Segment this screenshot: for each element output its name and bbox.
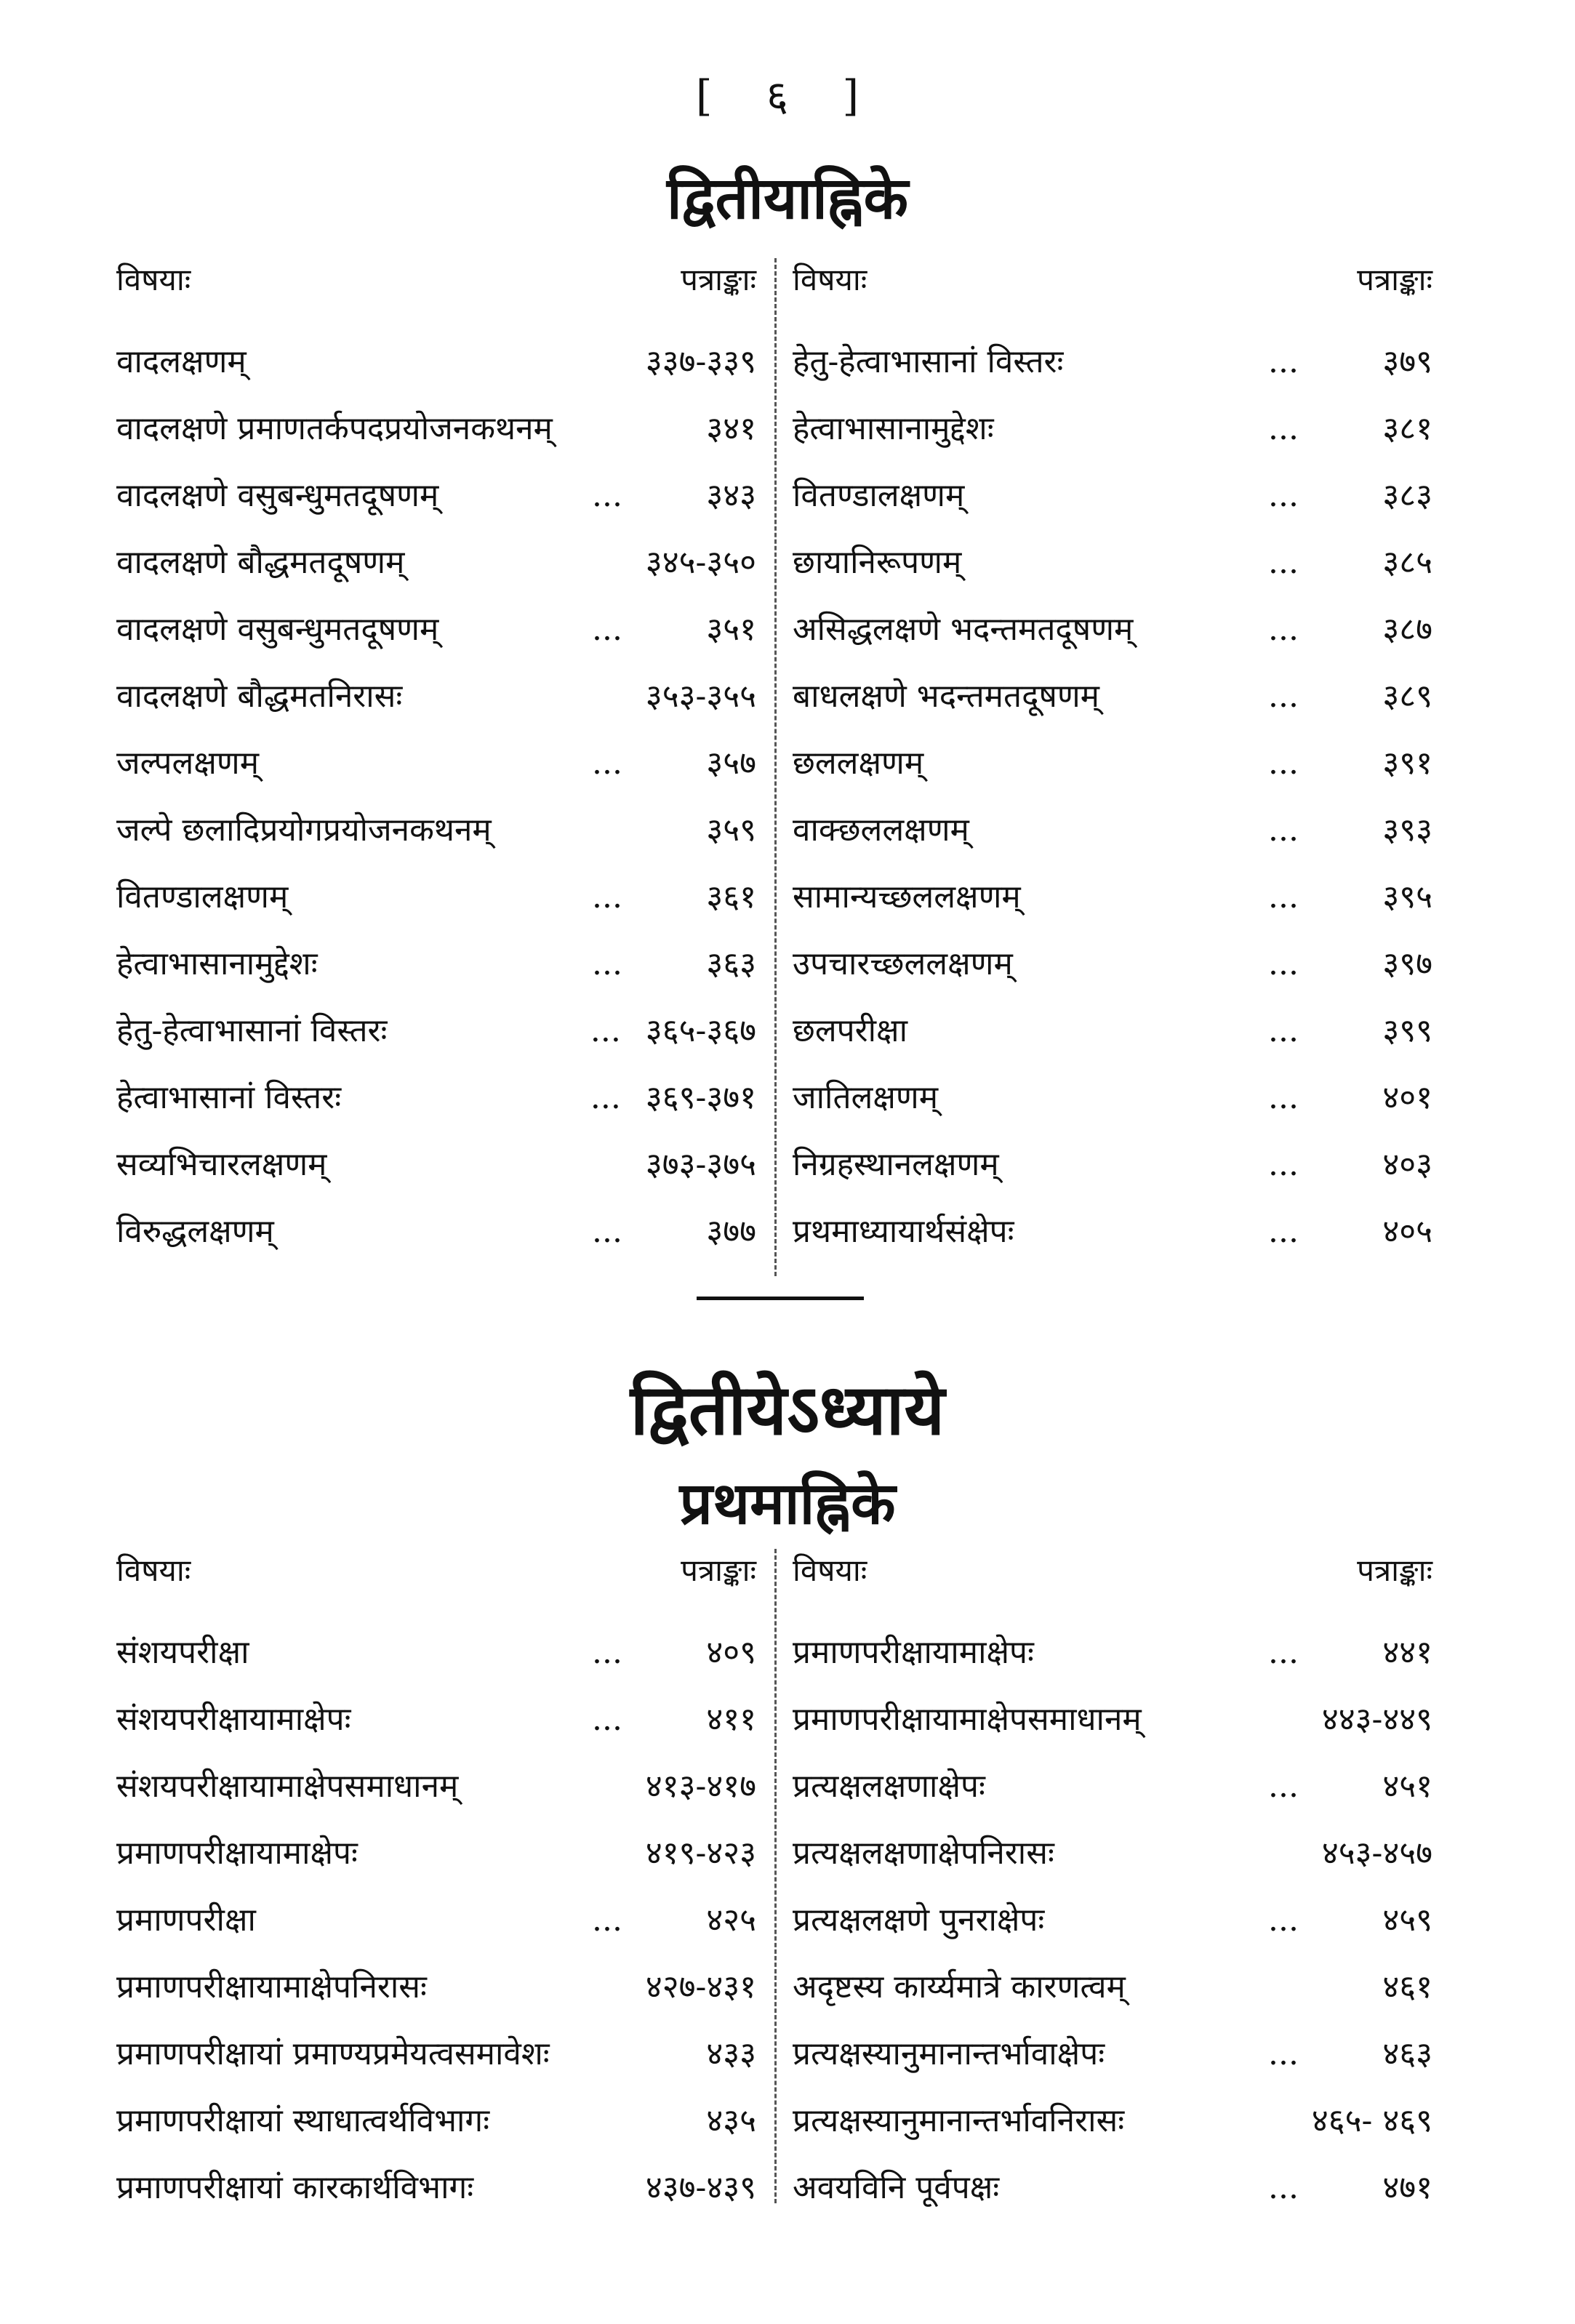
contents-row xyxy=(793,1963,1432,2030)
page-reference: ४१३-४१७ xyxy=(645,1768,756,1805)
topic-text: वादलक्षणे वसुबन्धुमतदूषणम् xyxy=(116,611,439,648)
contents-row xyxy=(793,606,1432,673)
leader-dots: ... xyxy=(1268,2169,1299,2206)
topic-text: प्रमाणपरीक्षा xyxy=(116,1902,256,1939)
page-reference: ३८३ xyxy=(1382,477,1432,514)
page-reference: ४६५- ४६९ xyxy=(1311,2102,1432,2139)
contents-row xyxy=(116,1141,756,1208)
topic-text: सव्यभिचारलक्षणम् xyxy=(116,1146,327,1183)
topic-text: छललक्षणम् xyxy=(793,745,924,782)
contents-row xyxy=(116,806,756,873)
page-reference: ३८१ xyxy=(1382,410,1432,447)
topic-text: हेत्वाभासानामुद्देशः xyxy=(116,945,318,982)
leader-dots: ... xyxy=(592,611,622,648)
page-reference: ४०५ xyxy=(1382,1213,1432,1250)
leader-dots: ... xyxy=(592,1634,622,1671)
contents-row xyxy=(793,873,1432,940)
page-reference: ३८९ xyxy=(1382,678,1432,715)
contents-row xyxy=(116,539,756,606)
contents-row xyxy=(793,1763,1432,1830)
page-reference: ३९७ xyxy=(1382,945,1432,982)
header-topic-label: विषयाः xyxy=(116,262,191,297)
contents-row xyxy=(116,2164,756,2231)
contents-row xyxy=(116,1074,756,1141)
topic-text: विरुद्धलक्षणम् xyxy=(116,1213,274,1250)
contents-row xyxy=(793,1074,1432,1141)
page-reference: ४०३ xyxy=(1382,1146,1432,1183)
contents-row xyxy=(793,1896,1432,1963)
leader-dots: ... xyxy=(592,1213,622,1250)
contents-row xyxy=(793,338,1432,405)
contents-row xyxy=(793,1629,1432,1696)
page-reference: ३३७-३३९ xyxy=(645,343,756,380)
contents-row xyxy=(793,1141,1432,1208)
page-reference: ३६३ xyxy=(706,945,756,982)
contents-row xyxy=(116,1896,756,1963)
page-reference: ४४३-४४९ xyxy=(1321,1701,1432,1738)
topic-text: हेतु-हेत्वाभासानां विस्तरः xyxy=(793,343,1064,380)
page-reference: ४७१ xyxy=(1382,2169,1432,2206)
contents-row xyxy=(116,1830,756,1896)
page-reference: ४०९ xyxy=(706,1634,756,1671)
topic-text: जल्पे छलादिप्रयोगप्रयोजनकथनम् xyxy=(116,812,492,849)
leader-dots: ... xyxy=(592,745,622,782)
page-reference: ३८५ xyxy=(1382,544,1432,581)
topic-text: प्रमाणपरीक्षायामाक्षेपः xyxy=(116,1835,358,1872)
topic-text: अवयविनि पूर्वपक्षः xyxy=(793,2169,1000,2206)
contents-row xyxy=(793,472,1432,539)
contents-row xyxy=(793,2164,1432,2231)
page-reference: ३५७ xyxy=(706,745,756,782)
header-page-label: पत्राङ्काः xyxy=(681,1552,756,1588)
header-topic-label: विषयाः xyxy=(793,1552,867,1588)
page-reference: ३५३-३५५ xyxy=(645,678,756,715)
topic-text: संशयपरीक्षायामाक्षेपसमाधानम् xyxy=(116,1768,459,1805)
topic-text: जातिलक्षणम् xyxy=(793,1079,939,1116)
leader-dots: ... xyxy=(1268,410,1299,447)
topic-text: संशयपरीक्षायामाक्षेपः xyxy=(116,1701,351,1738)
page-reference: ३९९ xyxy=(1382,1012,1432,1049)
leader-dots: ... xyxy=(592,878,622,915)
topic-text: प्रमाणपरीक्षायां प्रमाण्यप्रमेयत्वसमावेशः xyxy=(116,2035,550,2072)
column-divider xyxy=(774,1549,777,2203)
contents-row xyxy=(793,940,1432,1007)
page-reference: ३५९ xyxy=(706,812,756,849)
header-page-label: पत्राङ्काः xyxy=(1357,262,1432,297)
topic-text: हेत्वाभासानां विस्तरः xyxy=(116,1079,342,1116)
topic-text: हेत्वाभासानामुद्देशः xyxy=(793,410,994,447)
page-reference: ४६३ xyxy=(1382,2035,1432,2072)
page-reference: ३९५ xyxy=(1382,878,1432,915)
page-reference: ३७७ xyxy=(706,1213,756,1250)
leader-dots: ... xyxy=(1268,1146,1299,1183)
contents-row xyxy=(116,2097,756,2164)
contents-row xyxy=(793,1830,1432,1896)
column-header xyxy=(116,1549,756,1629)
page-reference: ४३३ xyxy=(706,2035,756,2072)
page-reference: ४१९-४२३ xyxy=(645,1835,756,1872)
topic-text: हेतु-हेत्वाभासानां विस्तरः xyxy=(116,1012,388,1049)
topic-text: प्रत्यक्षलक्षणे पुनराक्षेपः xyxy=(793,1902,1045,1939)
topic-text: प्रत्यक्षस्यानुमानान्तर्भावनिरासः xyxy=(793,2102,1125,2139)
topic-text: उपचारच्छललक्षणम् xyxy=(793,945,1013,982)
leader-dots: ... xyxy=(1268,1902,1299,1939)
section-heading-prathamahnike: प्रथमाह्निके xyxy=(679,1469,896,1537)
contents-row xyxy=(116,1963,756,2030)
page-reference: ३९३ xyxy=(1382,812,1432,849)
page-reference: ४३७-४३९ xyxy=(645,2169,756,2206)
topic-text: वाक्छललक्षणम् xyxy=(793,812,969,849)
contents-row xyxy=(116,338,756,405)
page-reference: ४६१ xyxy=(1382,1968,1432,2006)
page-reference: ३६९-३७१ xyxy=(645,1079,756,1116)
contents-row xyxy=(793,1007,1432,1074)
contents-row xyxy=(793,806,1432,873)
contents-row xyxy=(116,673,756,740)
contents-column-right xyxy=(793,1549,1432,2231)
section-separator-rule xyxy=(697,1297,864,1300)
leader-dots: ... xyxy=(1268,878,1299,915)
leader-dots: ... xyxy=(1268,477,1299,514)
section-heading-dvitiyahnike: द्वितीयाह्निके xyxy=(666,164,909,232)
contents-row xyxy=(793,1208,1432,1275)
topic-text: प्रमाणपरीक्षायां कारकार्थविभागः xyxy=(116,2169,474,2206)
page-reference: ३४१ xyxy=(706,410,756,447)
contents-row xyxy=(793,2097,1432,2164)
header-topic-label: विषयाः xyxy=(793,262,867,297)
page-reference: ३८७ xyxy=(1382,611,1432,648)
leader-dots: ... xyxy=(1268,678,1299,715)
topic-text: असिद्धलक्षणे भदन्तमतदूषणम् xyxy=(793,611,1134,648)
topic-text: प्रमाणपरीक्षायामाक्षेपः xyxy=(793,1634,1034,1671)
leader-dots: ... xyxy=(1268,1012,1299,1049)
topic-text: प्रमाणपरीक्षायामाक्षेपसमाधानम् xyxy=(793,1701,1142,1738)
leader-dots: ... xyxy=(1268,1634,1299,1671)
page-reference: ३९१ xyxy=(1382,745,1432,782)
leader-dots: ... xyxy=(1268,1079,1299,1116)
leader-dots: ... xyxy=(592,1701,622,1738)
page-reference: ३४५-३५० xyxy=(645,544,756,581)
contents-column-right xyxy=(793,258,1432,1275)
topic-text: सामान्यच्छललक्षणम् xyxy=(793,878,1021,915)
page-reference: ३५१ xyxy=(706,611,756,648)
leader-dots: ... xyxy=(1268,812,1299,849)
column-divider xyxy=(774,258,777,1276)
topic-text: जल्पलक्षणम् xyxy=(116,745,260,782)
contents-row xyxy=(116,606,756,673)
page-reference: ३४३ xyxy=(706,477,756,514)
contents-row xyxy=(116,2030,756,2097)
leader-dots: ... xyxy=(1268,945,1299,982)
leader-dots: ... xyxy=(590,1012,621,1049)
topic-text: प्रत्यक्षलक्षणाक्षेपनिरासः xyxy=(793,1835,1054,1872)
leader-dots: ... xyxy=(592,945,622,982)
leader-dots: ... xyxy=(1268,745,1299,782)
contents-row xyxy=(116,1208,756,1275)
leader-dots: ... xyxy=(590,1079,621,1116)
header-page-label: पत्राङ्काः xyxy=(1357,1552,1432,1588)
contents-row xyxy=(116,1007,756,1074)
topic-text: निग्रहस्थानलक्षणम् xyxy=(793,1146,999,1183)
topic-text: बाधलक्षणे भदन्तमतदूषणम् xyxy=(793,678,1099,715)
leader-dots: ... xyxy=(1268,544,1299,581)
contents-row xyxy=(116,1696,756,1763)
leader-dots: ... xyxy=(1268,1768,1299,1805)
topic-text: संशयपरीक्षा xyxy=(116,1634,249,1671)
topic-text: अदृष्टस्य कार्य्यमात्रे कारणत्वम् xyxy=(793,1968,1126,2006)
topic-text: वादलक्षणे प्रमाणतर्कपदप्रयोजनकथनम् xyxy=(116,410,553,447)
topic-text: छलपरीक्षा xyxy=(793,1012,908,1049)
topic-text: प्रत्यक्षलक्षणाक्षेपः xyxy=(793,1768,985,1805)
topic-text: वितण्डालक्षणम् xyxy=(793,477,965,514)
contents-row xyxy=(116,740,756,806)
column-header xyxy=(793,258,1432,338)
page-number: [ ६ ] xyxy=(695,71,880,121)
contents-column-left xyxy=(116,258,756,1275)
contents-row xyxy=(793,740,1432,806)
contents-row xyxy=(793,405,1432,472)
chapter-heading: द्वितीयेऽध्याये xyxy=(630,1369,945,1451)
contents-row xyxy=(116,873,756,940)
page-reference: ४३५ xyxy=(706,2102,756,2139)
contents-row xyxy=(793,539,1432,606)
topic-text: छायानिरूपणम् xyxy=(793,544,962,581)
page-reference: ४२७-४३१ xyxy=(645,1968,756,2006)
page-reference: ४५९ xyxy=(1382,1902,1432,1939)
topic-text: वितण्डालक्षणम् xyxy=(116,878,289,915)
page-reference: ३६१ xyxy=(706,878,756,915)
topic-text: वादलक्षणे बौद्धमतदूषणम् xyxy=(116,544,405,581)
page-reference: ४५३-४५७ xyxy=(1321,1835,1432,1872)
page-reference: ४५१ xyxy=(1382,1768,1432,1805)
topic-text: वादलक्षणे बौद्धमतनिरासः xyxy=(116,678,403,715)
page-reference: ४२५ xyxy=(706,1902,756,1939)
leader-dots: ... xyxy=(592,477,622,514)
leader-dots: ... xyxy=(592,1902,622,1939)
column-header xyxy=(793,1549,1432,1629)
topic-text: वादलक्षणम् xyxy=(116,343,247,380)
contents-row xyxy=(116,1763,756,1830)
contents-row xyxy=(116,472,756,539)
column-header xyxy=(116,258,756,338)
contents-column-left xyxy=(116,1549,756,2231)
header-topic-label: विषयाः xyxy=(116,1552,191,1588)
contents-row xyxy=(793,2030,1432,2097)
page-reference: ४११ xyxy=(706,1701,756,1738)
page-reference: ४०१ xyxy=(1382,1079,1432,1116)
contents-row xyxy=(793,1696,1432,1763)
leader-dots: ... xyxy=(1268,2035,1299,2072)
topic-text: प्रत्यक्षस्यानुमानान्तर्भावाक्षेपः xyxy=(793,2035,1105,2072)
leader-dots: ... xyxy=(1268,611,1299,648)
topic-text: प्रथमाध्यायार्थसंक्षेपः xyxy=(793,1213,1014,1250)
contents-row xyxy=(116,405,756,472)
contents-row xyxy=(793,673,1432,740)
page-reference: ४४१ xyxy=(1382,1634,1432,1671)
contents-row xyxy=(116,1629,756,1696)
page-reference: ३७३-३७५ xyxy=(645,1146,756,1183)
page-reference: ३६५-३६७ xyxy=(645,1012,756,1049)
page-reference: ३७९ xyxy=(1382,343,1432,380)
contents-row xyxy=(116,940,756,1007)
header-page-label: पत्राङ्काः xyxy=(681,262,756,297)
topic-text: प्रमाणपरीक्षायां स्थाधात्वर्थविभागः xyxy=(116,2102,490,2139)
topic-text: वादलक्षणे वसुबन्धुमतदूषणम् xyxy=(116,477,439,514)
leader-dots: ... xyxy=(1268,343,1299,380)
topic-text: प्रमाणपरीक्षायामाक्षेपनिरासः xyxy=(116,1968,427,2006)
leader-dots: ... xyxy=(1268,1213,1299,1250)
